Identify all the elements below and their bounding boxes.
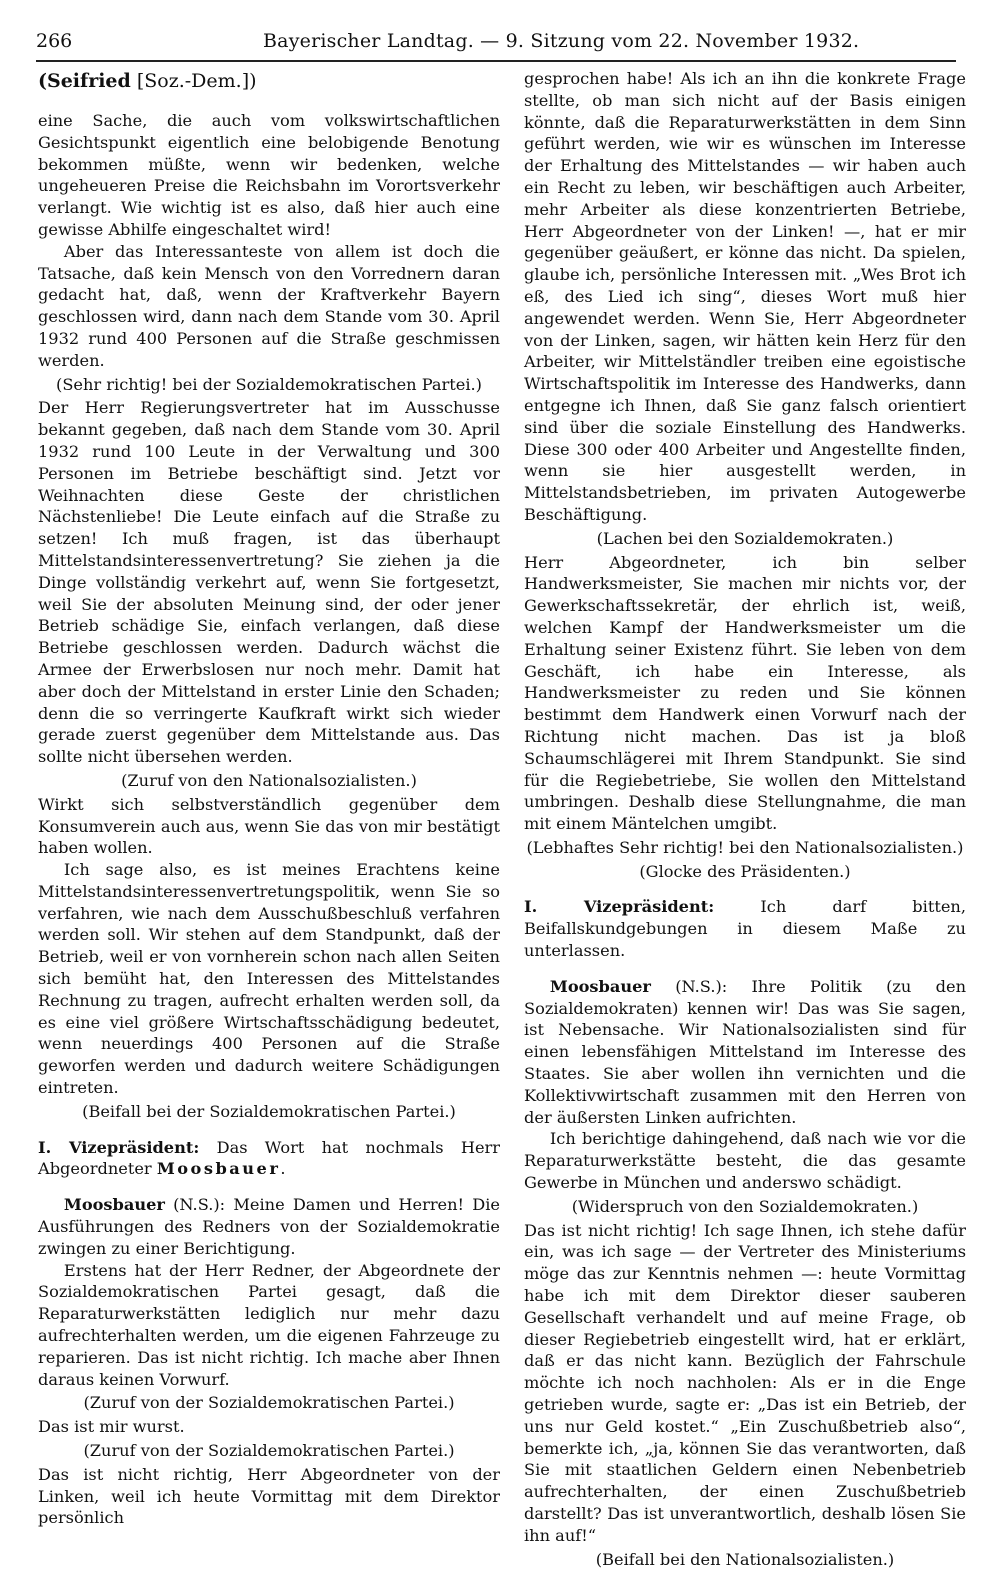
paragraph: Das ist nicht richtig! Ich sage Ihnen, ich stehe dafür ein, was ich sage — der Vertreter des Ministeriums möge das zur Kenntnis nehmen —: heute Vormittag habe ich mit dem Direktor dieser sauberen Gesellschaft verhandelt und auf meine Frage, ob dieser Regiebetrieb eingestellt wird, hat er erklärt, daß er das nicht kann. Bezüglich der Fahrschule möchte ich noch nachholen: Als er in die Enge getrieben wurde, sagte er: „Das ist ein Betrieb, der uns nur Geld kostet.“ „Ein Zuschußbetrieb also“, bemerkte ich, „ja, können Sie das verantworten, daß Sie mit staatlichen Geldern einen Nebenbetrieb aufrechterhalten, der einen Zuschußbetrieb darstellt? Das ist unverantwortlich, deshalb lösen Sie ihn auf!“ [524, 1220, 966, 1545]
paragraph: Herr Abgeordneter, ich bin selber Handwerksmeister, Sie machen mir nichts vor, der Gewerkschaftssekretär, der ehrlich ist, weiß, welchen Kampf der Handwerksmeister um die Erhaltung seiner Existenz führt. Sie leben von dem Geschäft, ich habe ein Interesse, als Handwerksmeister zu reden und Sie können bestimmt dem Handwerk einen Vorwurf nach der Richtung nicht machen. Das ist ja bloß Schaumschlägerei mit Ihrem Standpunkt. Sie sind für die Regiebetriebe, Sie wollen den Mittelstand umbringen. Deshalb diese Stellungnahme, die man mit einem Mäntelchen umgibt. [524, 552, 966, 834]
speaker-paragraph [38, 1137, 500, 1181]
speaker-name: (Seifried [38, 70, 131, 92]
paragraph: Das ist nicht richtig, Herr Abgeordneter von der Linken, weil ich heute Vormittag mit dem Direktor persönlich [38, 1464, 500, 1528]
speaker-party: (N.S.): [650, 976, 752, 996]
interjection: (Lebhaftes Sehr richtig! bei den Nationalsozialisten.) [526, 837, 964, 857]
paragraph: eine Sache, die auch vom volkswirtschaftlichen Gesichtspunkt eigentlich eine belobigende Benotung bekommen müßte, wenn wir bedenken, welche ungeheueren Preise die Reichsbahn im Vorortsverkehr verlangt. Wie wichtig ist es also, daß hier auch eine gewisse Abhilfe eingeschaltet wird! [38, 111, 500, 239]
page-header [36, 28, 956, 62]
speaker-label: I. Vizepräsident: [38, 1137, 200, 1157]
speaker-name-spaced: Moosbauer [156, 1159, 281, 1179]
speaker-party: [Soz.-Dem.]) [130, 70, 257, 92]
paragraph: Wirkt sich selbstverständlich gegenüber dem Konsumverein auch aus, wenn Sie das von mir bestätigt haben wollen. [38, 794, 500, 858]
speech-text: Ihre Politik (zu den Sozialdemokraten) kennen wir! Das was Sie sagen, ist Nebensache. Wir Nationalsozialisten sind für einen lebensfähigen Mittelstand im Interesse des Staates. Sie aber wollen ihn vernichten und die Kollektivwirtschaft zusammen mit den Herren von der äußersten Linken aufrichten. [524, 976, 966, 1127]
interjection: (Zuruf von den Nationalsozialisten.) [121, 770, 417, 790]
interjection: (Lachen bei den Sozialdemokraten.) [596, 528, 894, 548]
speech-text: Meine Damen und Herren! Die Ausführungen des Redners von der Sozialdemokratie zwingen zu einer Berichtigung. [38, 1195, 500, 1258]
interjection: (Zuruf von der Sozialdemokratischen Partei.) [83, 1393, 455, 1413]
paragraph: Der Herr Regierungsvertreter hat im Ausschusse bekannt gegeben, daß nach dem Stande vom 30. April 1932 rund 100 Leute in der Verwaltung und 300 Personen im Betriebe beschäftigt sind. Jetzt vor Weihnachten diese Geste der christlichen Nächstenliebe! Die Leute einfach auf die Straße zu setzen! Ich muß fragen, ist das überhaupt Mittelstandsinteressenvertretung? Sie ziehen ja die Dinge vollständig verkehrt auf, wenn Sie fortgesetzt, weil Sie der absoluten Meinung sind, der oder jener Betrieb schädige Sie, einfach verlangen, daß diese Betriebe geschlossen werden. Dadurch wächst die Armee der Erwerbslosen nur noch mehr. Damit hat aber doch der Mittelstand in erster Linie den Schaden; denn die so verringerte Kaufkraft wirkt sich wieder gerade zuerst gegenüber dem Mittelstande aus. Das sollte nicht übersehen werden. [38, 398, 500, 767]
page-number: 266 [36, 30, 73, 52]
speaker-paragraph [524, 976, 966, 1129]
paragraph: Ich sage also, es ist meines Erachtens keine Mittelstandsinteressenvertretungspolitik, wenn Sie so verfahren, wie nach dem Ausschußbeschluß verfahren werden soll. Wir stehen auf dem Standpunkt, daß der Betrieb, weil er von vornherein schon nach allen Seiten sich bemüht hat, den Interessen des Mittelstandes Rechnung zu tragen, aufrecht erhalten werden soll, da es eine viel größere Wirtschaftsschädigung bedeutet, wenn neuerdings 400 Personen auf die Straße geworfen werden und dadurch weitere Schädigungen eintreten. [38, 860, 500, 1098]
punctuation: . [280, 1159, 286, 1179]
interjection: (Zuruf von der Sozialdemokratischen Partei.) [83, 1441, 455, 1461]
paragraph: gesprochen habe! Als ich an ihn die konkrete Frage stellte, ob man sich nicht auf der Basis einigen könnte, daß die Reparaturwerkstätten in dem Sinn geführt werden, wie wir es wünschen im Interesse der Erhaltung des Mittelstandes — wir haben auch ein Recht zu leben, wir beschäftigen auch Arbeiter, mehr Arbeiter als diese konzentrierten Betriebe, Herr Abgeordneter von der Linken! —, hat er mir gegenüber geäußert, er könne das nicht. Da spielen, glaube ich, persönliche Interessen mit. „Wes Brot ich eß, des Lied ich sing“, dieses Wort muß hier angewendet werden. Wenn Sie, Herr Abgeordneter von der Linken, sagen, wir hätten kein Herz für den Arbeiter, wir Mittelständler treiben eine egoistische Wirtschaftspolitik im Interesse des Handwerks, dann entgegne ich Ihnen, daß Sie ganz falsch orientiert sind über die soziale Einstellung des Handwerks. Diese 300 oder 400 Arbeiter und Angestellte finden, wenn sie hier ausgestellt werden, in Mittelstandsbetrieben, im privaten Autogewerbe Beschäftigung. [524, 69, 966, 524]
speaker-paragraph [524, 896, 966, 961]
speaker-label: Moosbauer [63, 1195, 165, 1215]
paragraph: Aber das Interessanteste von allem ist doch die Tatsache, daß kein Mensch von den Vorrednern daran gedacht hat, daß, wenn der Kraftverkehr Bayern geschlossen wird, dann nach dem Stande vom 30. April 1932 rund 400 Personen auf die Straße geschmissen werden. [38, 241, 500, 370]
paragraph: Ich berichtige dahingehend, daß nach wie vor die Reparaturwerkstätte besteht, die das gesamte Gewerbe in München und anderswo schädigt. [524, 1129, 966, 1193]
interjection: (Beifall bei den Nationalsozialisten.) [595, 1549, 895, 1569]
paragraph: Erstens hat der Herr Redner, der Abgeordnete der Sozialdemokratischen Partei gesagt, daß die Reparaturwerkstätten lediglich nur mehr dazu aufrechterhalten werden, um die eigenen Fahrzeuge zu reparieren. Das ist nicht richtig. Ich mache aber Ihnen daraus keinen Vorwurf. [38, 1260, 500, 1389]
interjection: (Beifall bei der Sozialdemokratischen Partei.) [82, 1101, 456, 1121]
speech-text: Das Wort hat nochmals Herr Abgeordneter [38, 1137, 501, 1179]
speech-text: Ich darf bitten, Beifallskundgebungen in diesem Maße zu unterlassen. [524, 897, 967, 961]
running-head: Bayerischer Landtag. — 9. Sitzung vom 22. November 1932. [263, 30, 860, 52]
speaker-paragraph [38, 1194, 500, 1259]
speaker-continuation-heading [38, 68, 500, 94]
paragraph: Das ist mir wurst. [38, 1417, 185, 1437]
speaker-label: I. Vizepräsident: [524, 897, 715, 917]
left-column [38, 68, 500, 1529]
interjection: (Widerspruch von den Sozialdemokraten.) [571, 1196, 919, 1216]
interjection: (Sehr richtig! bei der Sozialdemokratischen Partei.) [56, 374, 482, 394]
interjection: (Glocke des Präsidenten.) [639, 861, 851, 881]
right-column [524, 68, 966, 1572]
speaker-party: (N.S.): [164, 1195, 234, 1215]
speaker-label: Moosbauer [549, 976, 651, 996]
